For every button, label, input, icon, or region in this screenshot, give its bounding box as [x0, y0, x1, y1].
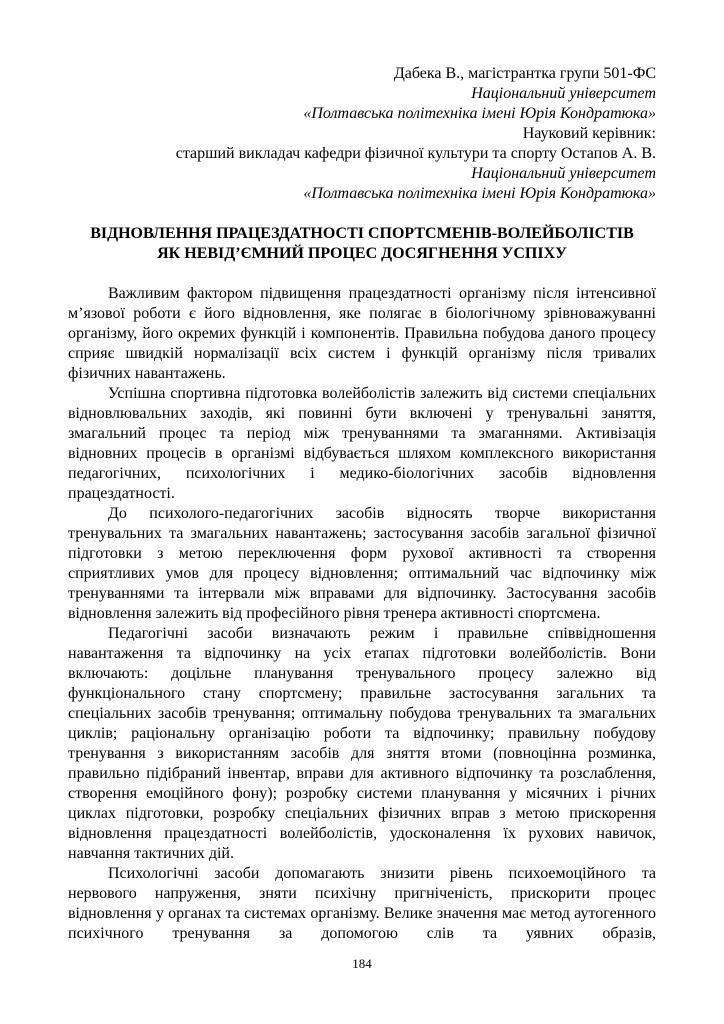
paragraph-1: Важливим фактором підвищення працездатності організму після інтенсивної м’язової роботи є його відновлення, яке полягає в біологічному зрівноважуванні організму, його окремих функцій і компонентів. Правильна побудова даного процесу сприяє швидкій нормалізації всіх систем і функцій організму після тривалих фізичних навантажень.: [68, 285, 656, 382]
article-title: [68, 224, 656, 264]
supervisor-label-line: Науковий керівник:: [522, 125, 656, 142]
author-block: [68, 64, 656, 204]
paragraph-5: Психологічні засоби допомагають знизити рівень психоемоційного та нервового напруження, зняти психічну пригніченість, прискорити процес відновлення у органах та системах організму. Велике значення має метод аутогенного психічного тренування за допомогою слів та уявних образів,: [68, 865, 656, 942]
page-number: 184: [352, 956, 372, 971]
university-name-line: «Полтавська політехніка імені Юрія Кондратюка»: [303, 105, 656, 122]
university-line-2: Національний університет: [471, 165, 656, 182]
supervisor-line: старший викладач кафедри фізичної культури та спорту Остапов А. В.: [175, 145, 656, 162]
article-body: [68, 284, 656, 944]
author-name-line: Дабека В., магістрантка групи 501-ФС: [393, 65, 656, 82]
university-name-line-2: «Полтавська політехніка імені Юрія Кондратюка»: [303, 185, 656, 202]
paragraph-2: Успішна спортивна підготовка волейболістів залежить від системи спеціальних відновлювальних заходів, які повинні бути включені у тренувальні заняття, змагальний процес та період між тренуваннями та змаганнями. Активізація відновних процесів в організмі відбувається шляхом комплексного використання педагогічних, психологічних і медико-біологічних засобів відновлення працездатності.: [68, 385, 656, 502]
article-title-line-1: ВІДНОВЛЕННЯ ПРАЦЕЗДАТНОСТІ СПОРТСМЕНІВ-ВОЛЕЙБОЛІСТІВ: [90, 225, 634, 242]
article-title-line-2: ЯК НЕВІД’ЄМНИЙ ПРОЦЕС ДОСЯГНЕННЯ УСПІХУ: [157, 245, 567, 262]
university-line: Національний університет: [471, 85, 656, 102]
paragraph-3: До психолого-педагогічних засобів відносять творче використання тренувальних та змагальних навантажень; застосування засобів загальної фізичної підготовки з метою переключення форм рухової активності та створення сприятливих умов для процесу відновлення; оптимальний час відпочинку між тренуваннями та інтервали між вправами для відпочинку. Застосування засобів відновлення залежить від професійного рівня тренера активності спортсмена.: [68, 505, 656, 622]
paragraph-4: Педагогічні засоби визначають режим і правильне співвідношення навантаження та відпочинку на усіх етапах підготовки волейболістів. Вони включають: доцільне планування тренувального процесу залежно від функціонального стану спортсмену; правильне застосування загальних та спеціальних засобів тренування; оптимальну побудова тренувальних та змагальних циклів; раціональну організацію роботи та відпочинку; правильну побудову тренування з використанням засобів для зняття втоми (повноцінна розминка, правильно підібраний інвентар, вправи для активного відпочинку та розслаблення, створення емоційного фону); розробку системи планування у місячних і річних циклах підготовки, розробку спеціальних фізичних вправ з метою прискорення відновлення працездатності волейболістів, удосконалення їх рухових навичок, навчання тактичних дій.: [68, 625, 656, 862]
